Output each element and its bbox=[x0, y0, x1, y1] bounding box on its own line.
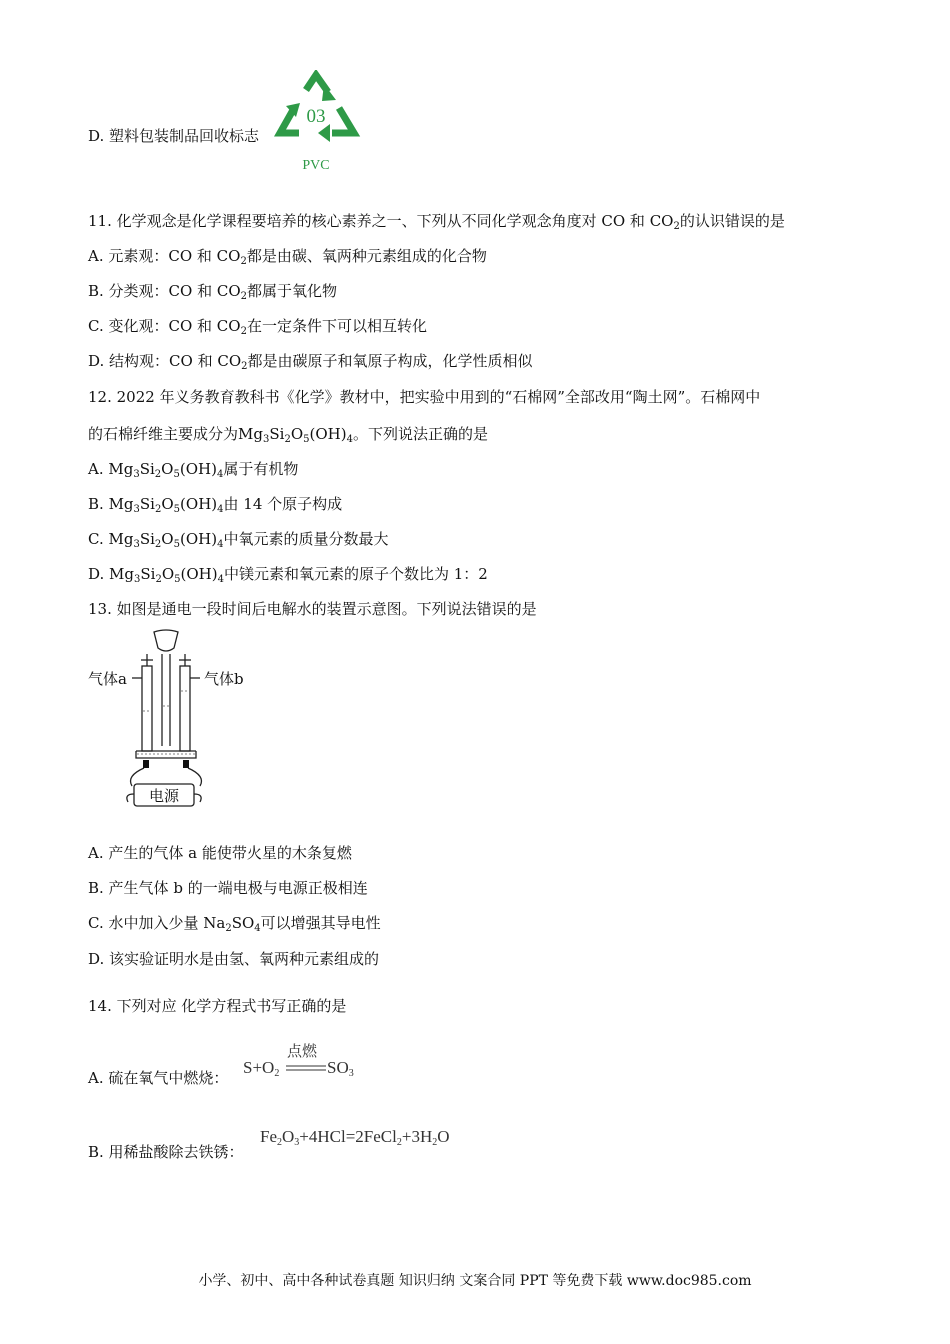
q14-option-a: A. 硫在氧气中燃烧： bbox=[88, 1069, 229, 1087]
recycle-symbol-icon bbox=[272, 70, 362, 176]
q12-option-d: D. $Mg_3Si_2O_5(OH)_4$中镁元素和氧元素的原子个数比为 1：2 bbox=[88, 565, 488, 585]
q12-option-b: B. $Mg_3Si_2O_5(OH)_4$由 14 个原子构成 bbox=[88, 495, 343, 515]
q11-option-d: D. 结构观：CO 和 $CO_2$都是由碳原子和氧原子构成，化学性质相似 bbox=[88, 352, 533, 372]
q14-equation-a: $S+O_2$ bbox=[243, 1058, 280, 1079]
q13-stem: 13. 如图是通电一段时间后电解水的装置示意图。下列说法错误的是 bbox=[88, 600, 537, 618]
recycle-number: 03 bbox=[306, 106, 326, 127]
q14-equation-b: $Fe_2O_3+4HCl=2FeCl_2+3H_2O$ bbox=[260, 1127, 450, 1148]
q10-option-d: D. 塑料包装制品回收标志 bbox=[88, 127, 260, 145]
q12-option-a: A. $Mg_3Si_2O_5(OH)_4$属于有机物 bbox=[88, 460, 299, 480]
q12-stem-line1: 12. 2022 年义务教育教科书《化学》教材中，把实验中用到的“石棉网”全部改用“陶土网”。石棉网中 bbox=[88, 388, 761, 406]
q13-option-b: B. 产生气体 b 的一端电极与电源正极相连 bbox=[88, 879, 368, 897]
q13-option-c: C. 水中加入少量 $Na_2SO_4$可以增强其导电性 bbox=[88, 914, 381, 934]
recycle-label: PVC bbox=[302, 158, 330, 173]
page-footer: 小学、初中、高中各种试卷真题 知识归纳 文案合同 PPT 等免费下载 www.doc985.com bbox=[198, 1273, 752, 1289]
equals-sign-icon bbox=[286, 1064, 326, 1072]
q14-condition-a: 点燃 bbox=[287, 1042, 318, 1060]
q14-equation-a-product: $SO_3$ bbox=[327, 1058, 354, 1079]
gas-b-label: 气体b bbox=[204, 670, 244, 688]
q13-option-d: D. 该实验证明水是由氢、氧两种元素组成的 bbox=[88, 950, 380, 968]
q13-option-a: A. 产生的气体 a 能使带火星的木条复燃 bbox=[88, 844, 352, 862]
q11-stem: 11. 化学观念是化学课程要培养的核心素养之一、下列从不同化学观念角度对 CO 和 $CO_2$的认识错误的是 bbox=[88, 212, 785, 232]
q14-stem: 14. 下列对应 化学方程式书写正确的是 bbox=[88, 997, 347, 1015]
q12-stem-line2: 的石棉纤维主要成分为$Mg_3Si_2O_5(OH)_4$。下列说法正确的是 bbox=[88, 425, 488, 445]
q11-option-a: A. 元素观：CO 和 $CO_2$都是由碳、氧两种元素组成的化合物 bbox=[88, 247, 487, 267]
q11-option-c: C. 变化观：CO 和 $CO_2$在一定条件下可以相互转化 bbox=[88, 317, 427, 337]
q12-option-c: C. $Mg_3Si_2O_5(OH)_4$中氧元素的质量分数最大 bbox=[88, 530, 389, 550]
electrolysis-apparatus-diagram bbox=[86, 626, 266, 816]
q14-option-b: B. 用稀盐酸除去铁锈： bbox=[88, 1143, 244, 1161]
gas-a-label: 气体a bbox=[88, 670, 127, 688]
q11-option-b: B. 分类观：CO 和 $CO_2$都属于氧化物 bbox=[88, 282, 338, 302]
power-source-label: 电源 bbox=[148, 787, 180, 805]
